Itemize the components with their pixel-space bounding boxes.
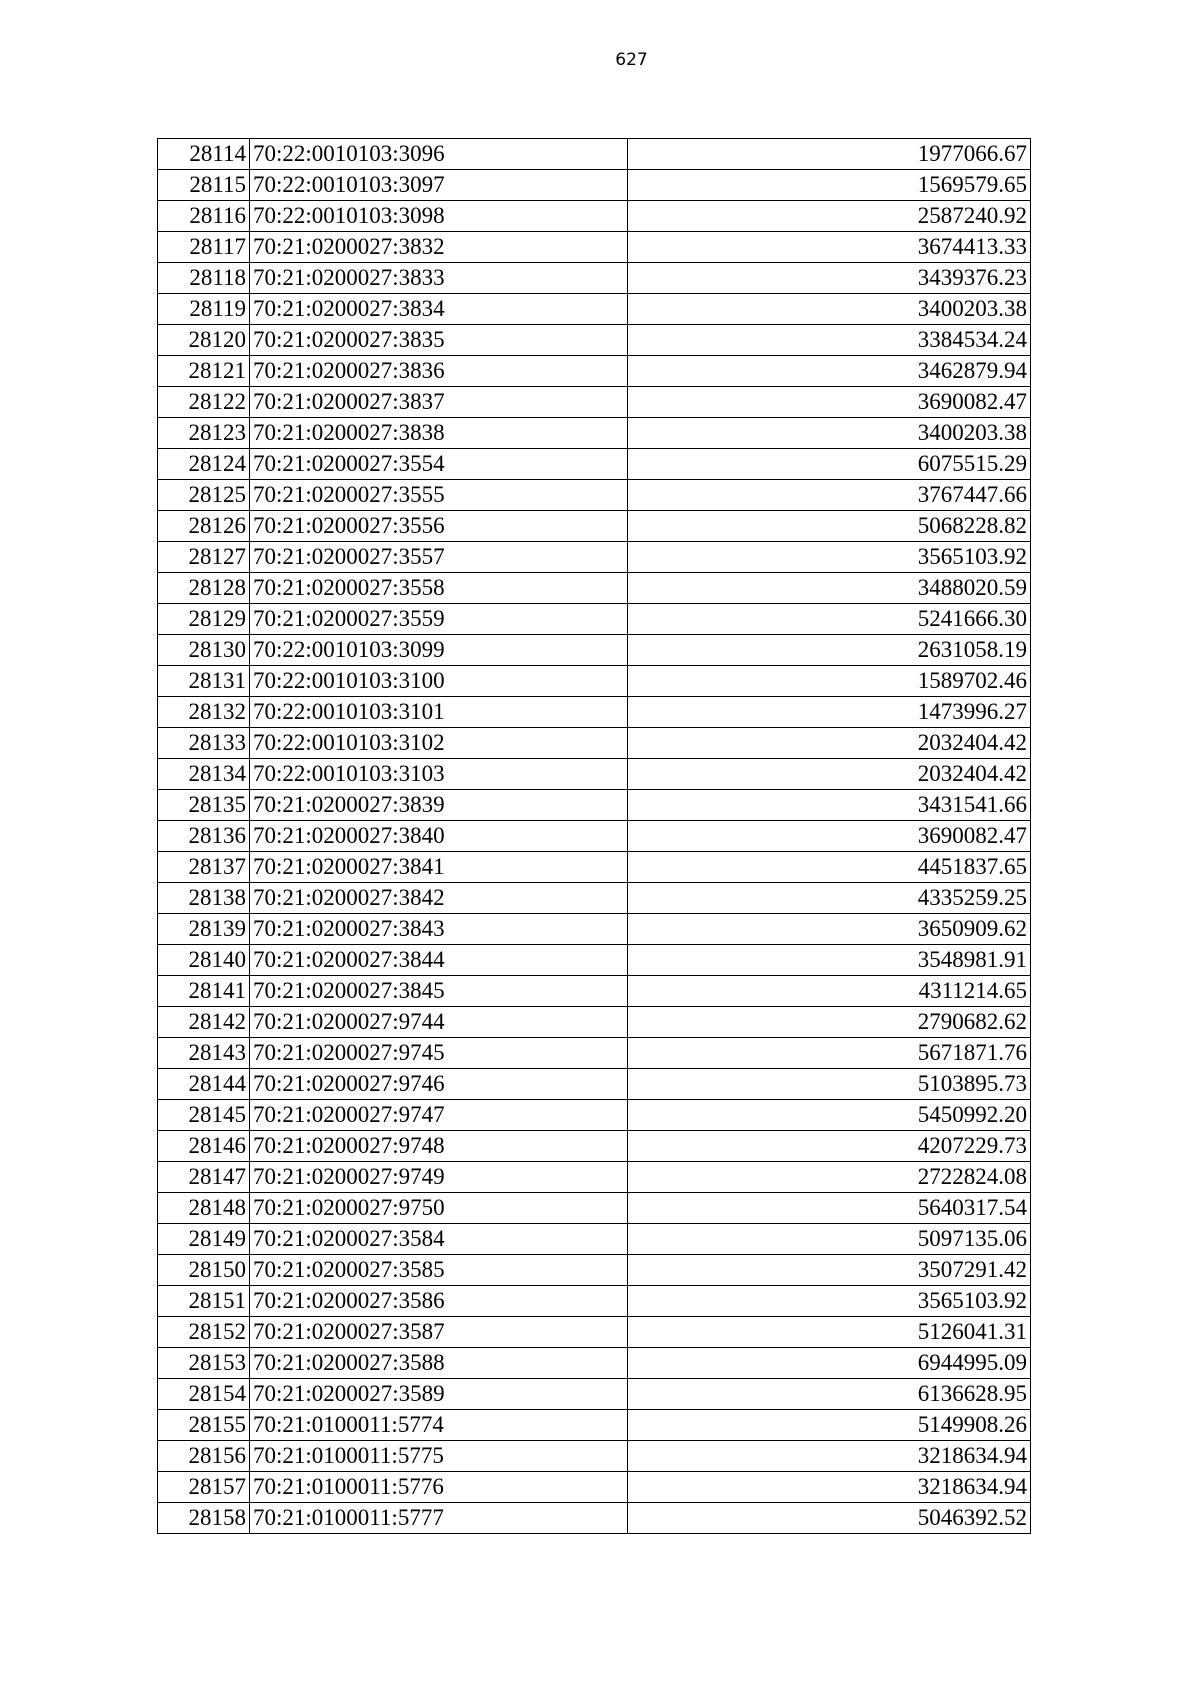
cadastral-value-cell: 2032404.42 (628, 728, 1031, 759)
cadastral-value-cell: 2631058.19 (628, 635, 1031, 666)
cadastral-number-cell: 70:21:0200027:3839 (250, 790, 628, 821)
row-number-cell: 28150 (158, 1255, 250, 1286)
cadastral-value-cell: 4311214.65 (628, 976, 1031, 1007)
table-row (158, 170, 1031, 201)
row-number-cell: 28128 (158, 573, 250, 604)
cadastral-value-cell: 5068228.82 (628, 511, 1031, 542)
cadastral-value-cell: 3548981.91 (628, 945, 1031, 976)
cadastral-number-cell: 70:21:0200027:9749 (250, 1162, 628, 1193)
table-row (158, 232, 1031, 263)
cadastral-value-cell: 3431541.66 (628, 790, 1031, 821)
table-row (158, 1317, 1031, 1348)
table-row (158, 1131, 1031, 1162)
row-number-cell: 28126 (158, 511, 250, 542)
cadastral-value-cell: 2722824.08 (628, 1162, 1031, 1193)
cadastral-number-cell: 70:21:0200027:3841 (250, 852, 628, 883)
table-row (158, 1379, 1031, 1410)
row-number-cell: 28136 (158, 821, 250, 852)
row-number-cell: 28127 (158, 542, 250, 573)
cadastral-number-cell: 70:21:0200027:3838 (250, 418, 628, 449)
table-row (158, 201, 1031, 232)
page-number: 627 (615, 50, 648, 70)
cadastral-number-cell: 70:21:0100011:5774 (250, 1410, 628, 1441)
cadastral-number-cell: 70:21:0200027:3845 (250, 976, 628, 1007)
cadastral-value-cell: 5640317.54 (628, 1193, 1031, 1224)
row-number-cell: 28119 (158, 294, 250, 325)
row-number-cell: 28122 (158, 387, 250, 418)
cadastral-number-cell: 70:22:0010103:3098 (250, 201, 628, 232)
cadastral-value-cell: 3218634.94 (628, 1441, 1031, 1472)
table-row (158, 1286, 1031, 1317)
table-row (158, 914, 1031, 945)
cadastral-number-cell: 70:22:0010103:3103 (250, 759, 628, 790)
row-number-cell: 28143 (158, 1038, 250, 1069)
table-row (158, 1069, 1031, 1100)
cadastral-number-cell: 70:21:0200027:9744 (250, 1007, 628, 1038)
cadastral-value-cell: 3650909.62 (628, 914, 1031, 945)
row-number-cell: 28140 (158, 945, 250, 976)
cadastral-value-table (157, 138, 1031, 1534)
cadastral-value-cell: 5241666.30 (628, 604, 1031, 635)
cadastral-number-cell: 70:21:0200027:3840 (250, 821, 628, 852)
cadastral-number-cell: 70:21:0200027:9745 (250, 1038, 628, 1069)
cadastral-value-cell: 1977066.67 (628, 139, 1031, 170)
table-row (158, 1441, 1031, 1472)
cadastral-number-cell: 70:21:0100011:5777 (250, 1503, 628, 1534)
row-number-cell: 28120 (158, 325, 250, 356)
table-row (158, 387, 1031, 418)
table-row (158, 728, 1031, 759)
cadastral-value-cell: 3462879.94 (628, 356, 1031, 387)
cadastral-value-cell: 5671871.76 (628, 1038, 1031, 1069)
cadastral-number-cell: 70:21:0200027:9750 (250, 1193, 628, 1224)
cadastral-number-cell: 70:22:0010103:3102 (250, 728, 628, 759)
table-row (158, 263, 1031, 294)
table-row (158, 1348, 1031, 1379)
row-number-cell: 28145 (158, 1100, 250, 1131)
table-row (158, 1410, 1031, 1441)
cadastral-number-cell: 70:21:0100011:5776 (250, 1472, 628, 1503)
row-number-cell: 28158 (158, 1503, 250, 1534)
cadastral-number-cell: 70:21:0200027:3556 (250, 511, 628, 542)
cadastral-number-cell: 70:21:0200027:3584 (250, 1224, 628, 1255)
cadastral-number-cell: 70:21:0200027:3588 (250, 1348, 628, 1379)
cadastral-number-cell: 70:21:0200027:3554 (250, 449, 628, 480)
table-row (158, 542, 1031, 573)
table-row (158, 1100, 1031, 1131)
table-row (158, 1255, 1031, 1286)
table-row (158, 945, 1031, 976)
table-row (158, 139, 1031, 170)
cadastral-value-cell: 3565103.92 (628, 542, 1031, 573)
row-number-cell: 28153 (158, 1348, 250, 1379)
cadastral-value-cell: 4207229.73 (628, 1131, 1031, 1162)
table-row (158, 356, 1031, 387)
cadastral-value-cell: 5149908.26 (628, 1410, 1031, 1441)
row-number-cell: 28149 (158, 1224, 250, 1255)
row-number-cell: 28146 (158, 1131, 250, 1162)
cadastral-value-cell: 2587240.92 (628, 201, 1031, 232)
cadastral-number-cell: 70:21:0200027:3844 (250, 945, 628, 976)
cadastral-number-cell: 70:21:0200027:9747 (250, 1100, 628, 1131)
cadastral-value-cell: 3218634.94 (628, 1472, 1031, 1503)
table-row (158, 976, 1031, 1007)
row-number-cell: 28148 (158, 1193, 250, 1224)
cadastral-value-cell: 3690082.47 (628, 821, 1031, 852)
row-number-cell: 28132 (158, 697, 250, 728)
cadastral-value-cell: 3690082.47 (628, 387, 1031, 418)
cadastral-value-cell: 5046392.52 (628, 1503, 1031, 1534)
cadastral-number-cell: 70:21:0200027:9748 (250, 1131, 628, 1162)
cadastral-value-cell: 3565103.92 (628, 1286, 1031, 1317)
cadastral-value-cell: 1473996.27 (628, 697, 1031, 728)
row-number-cell: 28141 (158, 976, 250, 1007)
row-number-cell: 28129 (158, 604, 250, 635)
table-row (158, 666, 1031, 697)
table-row (158, 883, 1031, 914)
cadastral-number-cell: 70:22:0010103:3100 (250, 666, 628, 697)
cadastral-value-cell: 4451837.65 (628, 852, 1031, 883)
row-number-cell: 28130 (158, 635, 250, 666)
cadastral-value-cell: 3507291.42 (628, 1255, 1031, 1286)
row-number-cell: 28137 (158, 852, 250, 883)
table-row (158, 449, 1031, 480)
table-row (158, 697, 1031, 728)
cadastral-number-cell: 70:22:0010103:3101 (250, 697, 628, 728)
cadastral-value-cell: 6075515.29 (628, 449, 1031, 480)
cadastral-value-cell: 3488020.59 (628, 573, 1031, 604)
table-body (158, 139, 1031, 1534)
row-number-cell: 28133 (158, 728, 250, 759)
cadastral-number-cell: 70:21:0200027:3589 (250, 1379, 628, 1410)
cadastral-number-cell: 70:21:0200027:3833 (250, 263, 628, 294)
row-number-cell: 28147 (158, 1162, 250, 1193)
row-number-cell: 28142 (158, 1007, 250, 1038)
row-number-cell: 28124 (158, 449, 250, 480)
cadastral-value-cell: 2790682.62 (628, 1007, 1031, 1038)
row-number-cell: 28157 (158, 1472, 250, 1503)
cadastral-number-cell: 70:21:0200027:3834 (250, 294, 628, 325)
row-number-cell: 28155 (158, 1410, 250, 1441)
cadastral-number-cell: 70:21:0200027:3558 (250, 573, 628, 604)
cadastral-value-cell: 3767447.66 (628, 480, 1031, 511)
cadastral-number-cell: 70:21:0200027:3843 (250, 914, 628, 945)
cadastral-value-cell: 3439376.23 (628, 263, 1031, 294)
cadastral-number-cell: 70:21:0200027:3587 (250, 1317, 628, 1348)
cadastral-number-cell: 70:21:0200027:3832 (250, 232, 628, 263)
table-row (158, 852, 1031, 883)
table-row (158, 480, 1031, 511)
table-row (158, 790, 1031, 821)
row-number-cell: 28118 (158, 263, 250, 294)
row-number-cell: 28139 (158, 914, 250, 945)
cadastral-value-cell: 4335259.25 (628, 883, 1031, 914)
cadastral-value-cell: 6136628.95 (628, 1379, 1031, 1410)
row-number-cell: 28144 (158, 1069, 250, 1100)
row-number-cell: 28156 (158, 1441, 250, 1472)
row-number-cell: 28115 (158, 170, 250, 201)
cadastral-value-cell: 2032404.42 (628, 759, 1031, 790)
table-row (158, 1007, 1031, 1038)
cadastral-value-cell: 5450992.20 (628, 1100, 1031, 1131)
table-row (158, 604, 1031, 635)
cadastral-number-cell: 70:22:0010103:3099 (250, 635, 628, 666)
cadastral-value-cell: 3400203.38 (628, 294, 1031, 325)
cadastral-value-cell: 5097135.06 (628, 1224, 1031, 1255)
cadastral-number-cell: 70:21:0200027:9746 (250, 1069, 628, 1100)
cadastral-number-cell: 70:21:0200027:3836 (250, 356, 628, 387)
cadastral-value-cell: 3384534.24 (628, 325, 1031, 356)
row-number-cell: 28123 (158, 418, 250, 449)
table-row (158, 1038, 1031, 1069)
row-number-cell: 28131 (158, 666, 250, 697)
cadastral-number-cell: 70:21:0200027:3835 (250, 325, 628, 356)
cadastral-number-cell: 70:21:0200027:3586 (250, 1286, 628, 1317)
table-row (158, 635, 1031, 666)
table-row (158, 511, 1031, 542)
cadastral-value-cell: 5126041.31 (628, 1317, 1031, 1348)
row-number-cell: 28134 (158, 759, 250, 790)
cadastral-value-cell: 1589702.46 (628, 666, 1031, 697)
cadastral-number-cell: 70:22:0010103:3097 (250, 170, 628, 201)
cadastral-number-cell: 70:21:0200027:3555 (250, 480, 628, 511)
cadastral-value-cell: 6944995.09 (628, 1348, 1031, 1379)
row-number-cell: 28117 (158, 232, 250, 263)
cadastral-value-cell: 1569579.65 (628, 170, 1031, 201)
table-row (158, 1162, 1031, 1193)
cadastral-number-cell: 70:21:0200027:3837 (250, 387, 628, 418)
row-number-cell: 28114 (158, 139, 250, 170)
table-row (158, 1503, 1031, 1534)
cadastral-number-cell: 70:21:0200027:3559 (250, 604, 628, 635)
table-row (158, 759, 1031, 790)
row-number-cell: 28125 (158, 480, 250, 511)
cadastral-number-cell: 70:21:0200027:3557 (250, 542, 628, 573)
table-row (158, 1224, 1031, 1255)
row-number-cell: 28151 (158, 1286, 250, 1317)
cadastral-value-cell: 3400203.38 (628, 418, 1031, 449)
row-number-cell: 28138 (158, 883, 250, 914)
cadastral-number-cell: 70:21:0200027:3842 (250, 883, 628, 914)
row-number-cell: 28152 (158, 1317, 250, 1348)
cadastral-value-cell: 3674413.33 (628, 232, 1031, 263)
row-number-cell: 28116 (158, 201, 250, 232)
cadastral-number-cell: 70:22:0010103:3096 (250, 139, 628, 170)
table-row (158, 294, 1031, 325)
table-row (158, 418, 1031, 449)
table-row (158, 573, 1031, 604)
table-row (158, 1193, 1031, 1224)
row-number-cell: 28154 (158, 1379, 250, 1410)
row-number-cell: 28121 (158, 356, 250, 387)
cadastral-number-cell: 70:21:0100011:5775 (250, 1441, 628, 1472)
row-number-cell: 28135 (158, 790, 250, 821)
cadastral-value-cell: 5103895.73 (628, 1069, 1031, 1100)
cadastral-number-cell: 70:21:0200027:3585 (250, 1255, 628, 1286)
table-row (158, 325, 1031, 356)
table-row (158, 821, 1031, 852)
table-row (158, 1472, 1031, 1503)
